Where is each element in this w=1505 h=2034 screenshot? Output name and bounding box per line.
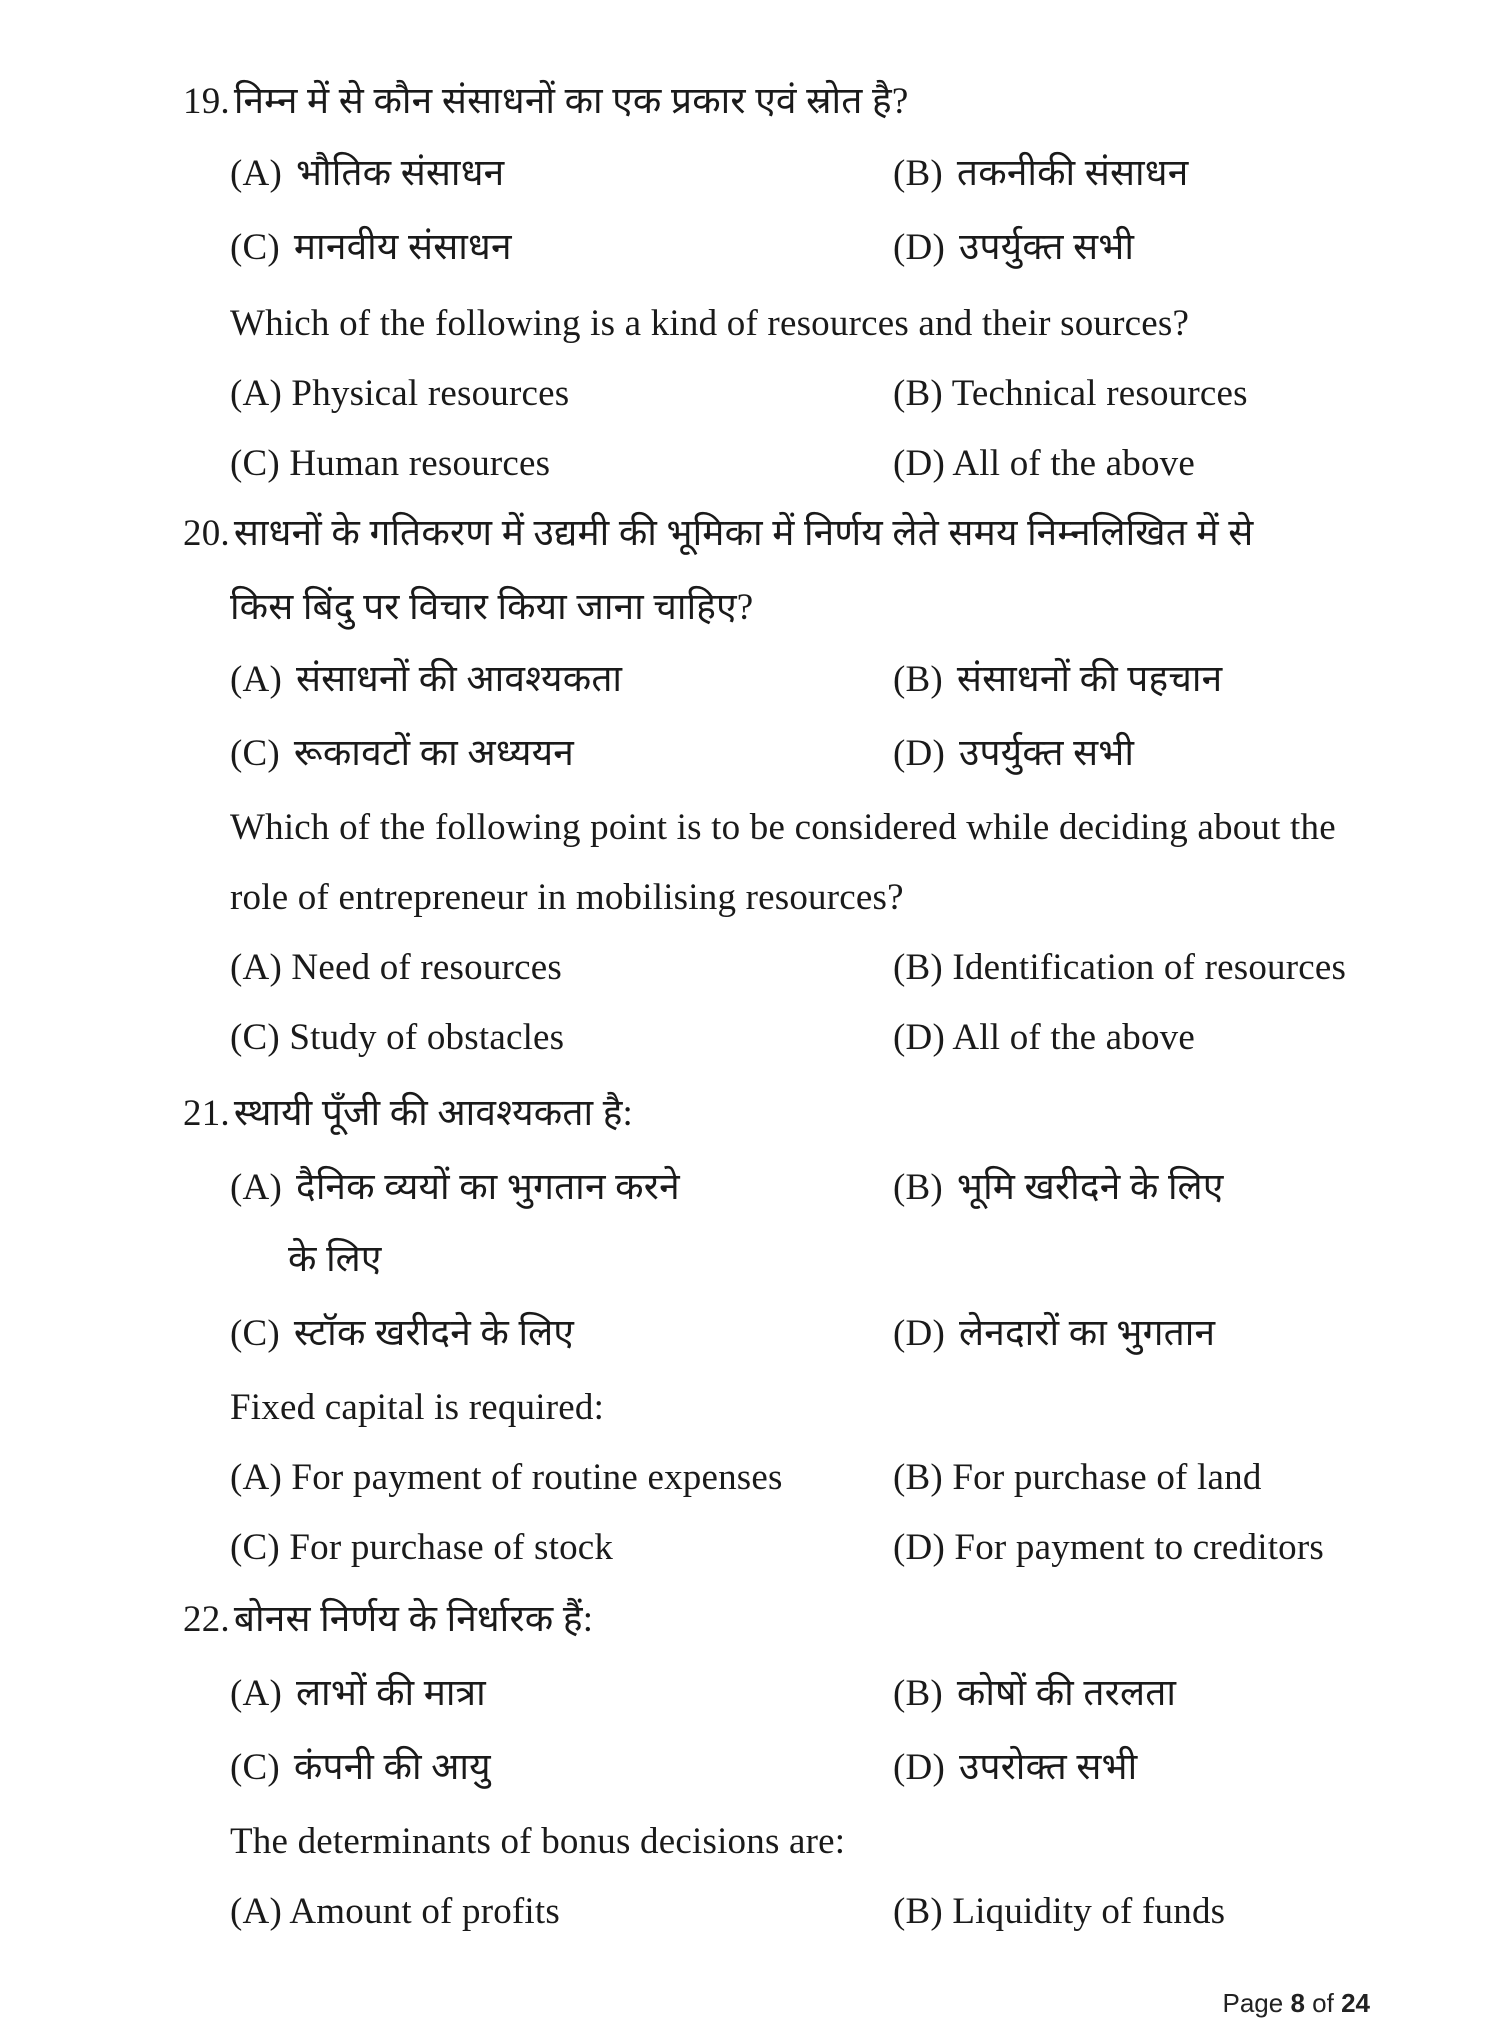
- q19-hindi-option-a: (A) भौतिक संसाधन: [230, 153, 505, 194]
- q19-hindi-option-d: (D) उपर्युक्त सभी: [893, 227, 1135, 268]
- q22-hindi-option-d: (D) उपरोक्त सभी: [893, 1747, 1138, 1788]
- question-text: साधनों के गतिकरण में उद्यमी की भूमिका में निर्णय लेते समय निम्नलिखित में से: [233, 513, 1254, 554]
- question-number: 22.: [183, 1599, 230, 1640]
- question-20-english-cont: role of entrepreneur in mobilising resources?: [230, 877, 904, 918]
- question-22-english: The determinants of bonus decisions are:: [230, 1821, 846, 1862]
- question-19-english: Which of the following is a kind of resources and their sources?: [230, 303, 1190, 344]
- q20-hindi-option-d: (D) उपर्युक्त सभी: [893, 733, 1135, 774]
- q19-english-option-c: (C) Human resources: [230, 443, 551, 484]
- q22-hindi-option-b: (B) कोषों की तरलता: [893, 1673, 1177, 1714]
- question-21-hindi: [183, 1090, 633, 1138]
- q22-english-option-b: (B) Liquidity of funds: [893, 1891, 1226, 1932]
- q21-hindi-option-a: (A) दैनिक व्ययों का भुगतान करने: [230, 1167, 680, 1208]
- q20-english-option-d: (D) All of the above: [893, 1017, 1195, 1058]
- q21-hindi-option-d: (D) लेनदारों का भुगतान: [893, 1313, 1216, 1354]
- question-text: निम्न में से कौन संसाधनों का एक प्रकार एवं स्रोत है?: [233, 81, 909, 122]
- question-19-hindi: [183, 78, 908, 126]
- q20-hindi-option-c: (C) रूकावटों का अध्ययन: [230, 733, 575, 774]
- q21-hindi-option-c: (C) स्टॉक खरीदने के लिए: [230, 1313, 575, 1354]
- q21-english-option-a: (A) For payment of routine expenses: [230, 1457, 783, 1498]
- q21-english-option-d: (D) For payment to creditors: [893, 1527, 1325, 1568]
- q22-hindi-option-c: (C) कंपनी की आयु: [230, 1747, 491, 1788]
- q21-english-option-b: (B) For purchase of land: [893, 1457, 1262, 1498]
- q20-hindi-option-a: (A) संसाधनों की आवश्यकता: [230, 659, 623, 700]
- question-text: बोनस निर्णय के निर्धारक हैं:: [233, 1599, 594, 1640]
- q19-hindi-option-c: (C) मानवीय संसाधन: [230, 227, 512, 268]
- question-20-hindi: [183, 510, 1253, 558]
- page-number: Page 8 of 24: [1222, 1988, 1370, 2018]
- q19-hindi-option-b: (B) तकनीकी संसाधन: [893, 153, 1189, 194]
- question-number: 21.: [183, 1093, 230, 1134]
- question-number: 20.: [183, 513, 230, 554]
- question-number: 19.: [183, 81, 230, 122]
- q22-hindi-option-a: (A) लाभों की मात्रा: [230, 1673, 486, 1714]
- question-20-english: Which of the following point is to be considered while deciding about the: [230, 807, 1336, 848]
- q20-english-option-b: (B) Identification of resources: [893, 947, 1347, 988]
- question-22-hindi: [183, 1596, 593, 1644]
- question-20-hindi-cont: किस बिंदु पर विचार किया जाना चाहिए?: [230, 587, 754, 628]
- q21-hindi-option-a-cont: के लिए: [288, 1239, 382, 1280]
- q21-hindi-option-b: (B) भूमि खरीदने के लिए: [893, 1167, 1224, 1208]
- question-text: स्थायी पूँजी की आवश्यकता है:: [233, 1093, 634, 1134]
- q20-hindi-option-b: (B) संसाधनों की पहचान: [893, 659, 1223, 700]
- q20-english-option-c: (C) Study of obstacles: [230, 1017, 565, 1058]
- q19-english-option-a: (A) Physical resources: [230, 373, 570, 414]
- q19-english-option-d: (D) All of the above: [893, 443, 1195, 484]
- q20-english-option-a: (A) Need of resources: [230, 947, 562, 988]
- q22-english-option-a: (A) Amount of profits: [230, 1891, 560, 1932]
- q19-english-option-b: (B) Technical resources: [893, 373, 1248, 414]
- question-21-english: Fixed capital is required:: [230, 1387, 605, 1428]
- q21-english-option-c: (C) For purchase of stock: [230, 1527, 614, 1568]
